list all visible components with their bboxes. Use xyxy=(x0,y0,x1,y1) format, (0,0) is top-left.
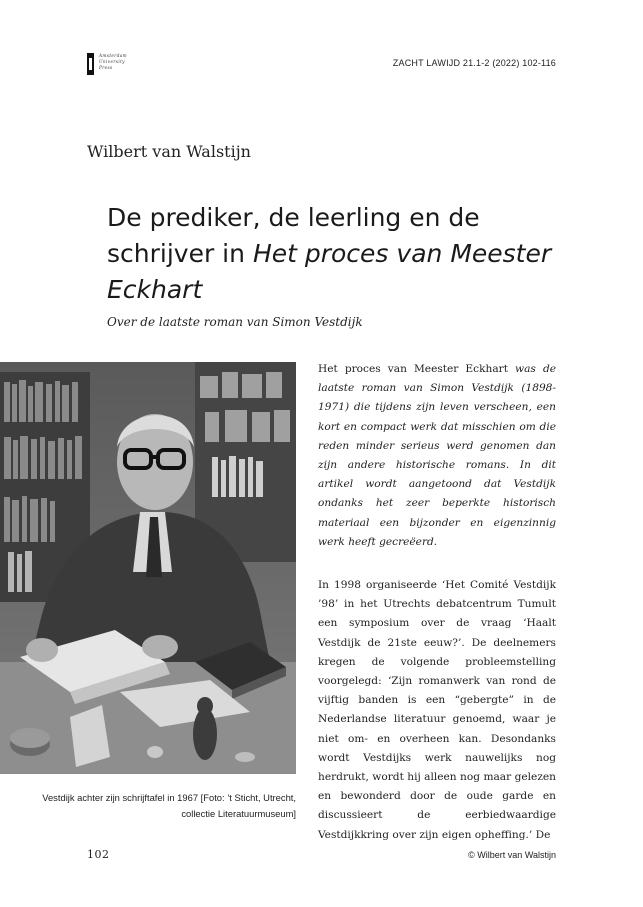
copyright-notice: © Wilbert van Walstijn xyxy=(468,850,556,860)
photo-caption: Vestdijk achter zijn schrijftafel in 1967 [Foto: ’t Sticht, Utrecht, collectie Literatuurmuseum] xyxy=(42,792,296,819)
photo-illustration xyxy=(0,362,296,774)
title-book-name: Het proces van Meester Eckhart xyxy=(107,239,552,304)
logo-line: Amsterdam xyxy=(99,53,128,58)
page-number: 102 xyxy=(87,848,110,861)
publisher-logo xyxy=(87,53,127,75)
abstract xyxy=(318,360,556,552)
article-title xyxy=(107,200,567,308)
logo-text xyxy=(99,53,127,71)
abstract-text: was de laatste roman van Simon Vestdijk (1898-1971) die tijdens zijn leven verscheen, een kort en compact werk dat misschien om die reden minder serieus werd genomen dan zijn andere historische romans. In dit artikel wordt aangetoond dat Vestdijk ondanks het zeer beperkte historisch materiaal een bijzonder en eigenzinnig werk heeft gecreëerd. xyxy=(318,363,556,548)
logo-line: Press xyxy=(99,65,113,70)
author-name: Wilbert van Walstijn xyxy=(87,142,251,161)
logo-mark-icon xyxy=(87,53,94,75)
title-text: De prediker, de leerling en de schrijver in xyxy=(107,203,480,268)
journal-reference: ZACHT LAWIJD 21.1-2 (2022) 102-116 xyxy=(392,58,556,68)
logo-line: University xyxy=(99,59,125,64)
body-paragraph: In 1998 organiseerde ‘Het Comité Vestdijk ’98’ in het Utrechts debatcentrum Tumult een symposium over de vraag ‘Haalt Vestdijk de 21ste eeuw?’. De deelnemers kregen de volgende probleemstelling voorgelegd: ‘Zijn romanwerk van rond de vijftig banden is een “gebergte” in de Nederlandse literatuur genoemd, waar je niet om- en overheen kan. Desondanks wordt Vestdijks werk nauwelijks nog herdrukt, wordt hij alleen nog maar gelezen en bewonderd door de oude garde en discussieert de eerbiedwaardige Vestdijkkring over zijn eigen opheffing.’ De xyxy=(318,579,556,841)
article-subtitle: Over de laatste roman van Simon Vestdijk xyxy=(107,315,363,329)
abstract-book-title: Het proces van Meester Eckhart xyxy=(318,363,508,375)
author-photo xyxy=(0,362,296,774)
